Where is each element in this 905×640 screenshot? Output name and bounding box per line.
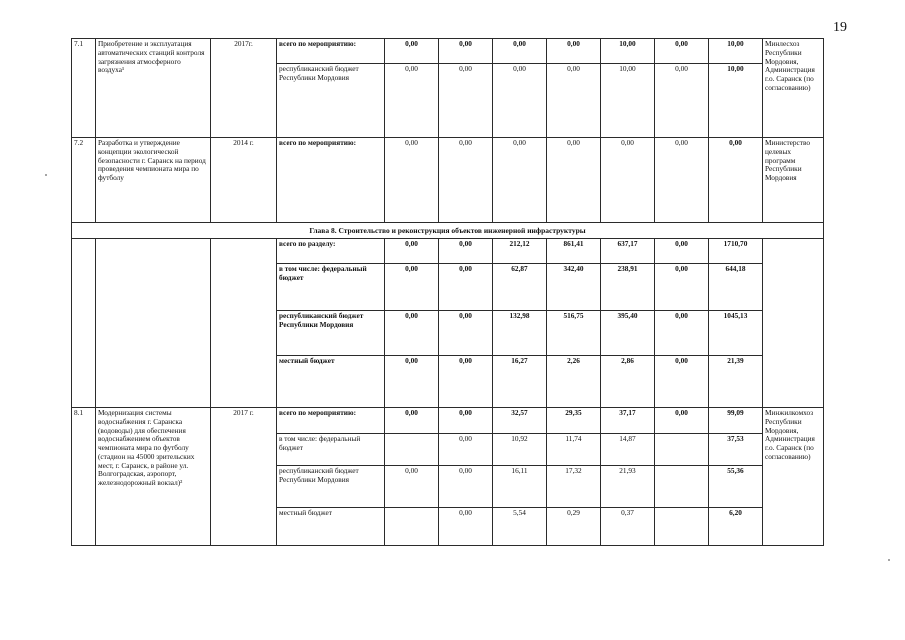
value-cell: 0,00 <box>655 239 709 264</box>
value-cell: 238,91 <box>601 264 655 311</box>
value-cell: 0,00 <box>655 39 709 64</box>
value-cell: 0,00 <box>439 408 493 434</box>
value-cell: 62,87 <box>493 264 547 311</box>
value-cell: 0,00 <box>439 264 493 311</box>
empty-cell <box>96 239 211 408</box>
measure-name: Разработка и утверждение концепции экологической безопасности г. Саранск на период проведения чемпионата мира по футболу <box>96 138 211 223</box>
value-cell: 17,32 <box>547 466 601 508</box>
row-number: 7.2 <box>72 138 96 223</box>
funding-source: всего по мероприятию: <box>277 408 385 434</box>
empty-cell <box>763 239 824 408</box>
executor: Минжилкомхоз Республики Мордовия, Администрация г.о. Саранск (по согласованию) <box>763 408 824 546</box>
value-cell: 0,00 <box>547 138 601 223</box>
value-cell: 0,00 <box>655 311 709 356</box>
funding-source: местный бюджет <box>277 508 385 546</box>
table-row <box>72 138 824 223</box>
value-cell: 0,00 <box>439 434 493 466</box>
value-cell: 132,98 <box>493 311 547 356</box>
total-cell: 21,39 <box>709 356 763 408</box>
value-cell: 0,00 <box>601 138 655 223</box>
value-cell: 342,40 <box>547 264 601 311</box>
value-cell: 0,00 <box>385 239 439 264</box>
scan-speck <box>888 559 890 561</box>
value-cell: 395,40 <box>601 311 655 356</box>
value-cell: 0,00 <box>439 138 493 223</box>
value-cell: 32,57 <box>493 408 547 434</box>
executor: Минлесхоз Республики Мордовия, Администрация г.о. Саранск (по согласованию) <box>763 39 824 138</box>
row-number: 8.1 <box>72 408 96 546</box>
funding-source: в том числе: федеральный бюджет <box>277 264 385 311</box>
chapter-row <box>72 223 824 239</box>
total-cell: 99,09 <box>709 408 763 434</box>
measure-year: 2017 г. <box>211 408 277 546</box>
measure-year: 2017г. <box>211 39 277 138</box>
value-cell: 0,00 <box>439 356 493 408</box>
value-cell: 0,37 <box>601 508 655 546</box>
value-cell: 0,00 <box>655 408 709 434</box>
value-cell: 10,00 <box>601 39 655 64</box>
funding-source: республиканский бюджет Республики Мордовия <box>277 64 385 138</box>
funding-source: республиканский бюджет Республики Мордовия <box>277 466 385 508</box>
value-cell: 37,17 <box>601 408 655 434</box>
value-cell: 10,92 <box>493 434 547 466</box>
measure-name: Модернизация системы водоснабжения г. Саранска (водоводы) для обеспечения водоснабжением объектов чемпионата мира по футболу (стадион на 45000 зрительских мест, г. Саранск, в районе ул. Волгоградская, аэропорт, железнодорожный вокзал)² <box>96 408 211 546</box>
value-cell: 516,75 <box>547 311 601 356</box>
funding-source: местный бюджет <box>277 356 385 408</box>
funding-source: в том числе: федеральный бюджет <box>277 434 385 466</box>
value-cell: 29,35 <box>547 408 601 434</box>
value-cell: 0,00 <box>439 466 493 508</box>
value-cell: 11,74 <box>547 434 601 466</box>
value-cell <box>655 434 709 466</box>
value-cell: 0,00 <box>385 311 439 356</box>
value-cell: 0,00 <box>385 356 439 408</box>
program-table <box>71 38 824 546</box>
value-cell <box>385 508 439 546</box>
value-cell: 0,00 <box>439 311 493 356</box>
value-cell: 0,00 <box>385 264 439 311</box>
funding-source: всего по разделу: <box>277 239 385 264</box>
value-cell: 0,00 <box>385 408 439 434</box>
empty-cell <box>72 239 96 408</box>
total-cell: 10,00 <box>709 39 763 64</box>
value-cell: 0,00 <box>439 508 493 546</box>
value-cell: 0,00 <box>655 64 709 138</box>
value-cell: 0,00 <box>655 264 709 311</box>
value-cell <box>385 434 439 466</box>
measure-name: Приобретение и эксплуатация автоматических станций контроля загрязнения атмосферного воздуха¹ <box>96 39 211 138</box>
value-cell: 0,00 <box>439 39 493 64</box>
value-cell: 16,27 <box>493 356 547 408</box>
value-cell: 0,29 <box>547 508 601 546</box>
value-cell: 2,26 <box>547 356 601 408</box>
total-cell: 0,00 <box>709 138 763 223</box>
total-cell: 10,00 <box>709 64 763 138</box>
value-cell: 0,00 <box>493 39 547 64</box>
value-cell: 14,87 <box>601 434 655 466</box>
value-cell: 0,00 <box>385 466 439 508</box>
funding-source: всего по мероприятию: <box>277 138 385 223</box>
value-cell: 861,41 <box>547 239 601 264</box>
value-cell: 0,00 <box>655 138 709 223</box>
page-number: 19 <box>833 20 847 35</box>
row-number: 7.1 <box>72 39 96 138</box>
table-row <box>72 408 824 434</box>
value-cell: 0,00 <box>547 64 601 138</box>
measure-year: 2014 г. <box>211 138 277 223</box>
value-cell: 5,54 <box>493 508 547 546</box>
value-cell: 0,00 <box>439 64 493 138</box>
value-cell: 0,00 <box>655 356 709 408</box>
value-cell: 16,11 <box>493 466 547 508</box>
scan-speck <box>45 174 47 176</box>
total-cell: 1710,70 <box>709 239 763 264</box>
value-cell: 21,93 <box>601 466 655 508</box>
value-cell: 637,17 <box>601 239 655 264</box>
value-cell: 0,00 <box>547 39 601 64</box>
total-cell: 55,36 <box>709 466 763 508</box>
value-cell: 0,00 <box>385 39 439 64</box>
value-cell: 212,12 <box>493 239 547 264</box>
value-cell <box>655 466 709 508</box>
value-cell: 0,00 <box>493 138 547 223</box>
total-cell: 644,18 <box>709 264 763 311</box>
value-cell: 0,00 <box>385 138 439 223</box>
value-cell: 10,00 <box>601 64 655 138</box>
executor: Министерство целевых программ Республики Мордовия <box>763 138 824 223</box>
total-cell: 1045,13 <box>709 311 763 356</box>
value-cell <box>655 508 709 546</box>
chapter-heading: Глава 8. Строительство и реконструкция объектов инженерной инфраструктуры <box>72 223 824 239</box>
funding-source: республиканский бюджет Республики Мордовия <box>277 311 385 356</box>
value-cell: 0,00 <box>493 64 547 138</box>
funding-source: всего по мероприятию: <box>277 39 385 64</box>
value-cell: 0,00 <box>439 239 493 264</box>
value-cell: 2,86 <box>601 356 655 408</box>
table-row <box>72 39 824 64</box>
total-cell: 6,20 <box>709 508 763 546</box>
total-cell: 37,53 <box>709 434 763 466</box>
value-cell: 0,00 <box>385 64 439 138</box>
empty-cell <box>211 239 277 408</box>
table-row <box>72 239 824 264</box>
